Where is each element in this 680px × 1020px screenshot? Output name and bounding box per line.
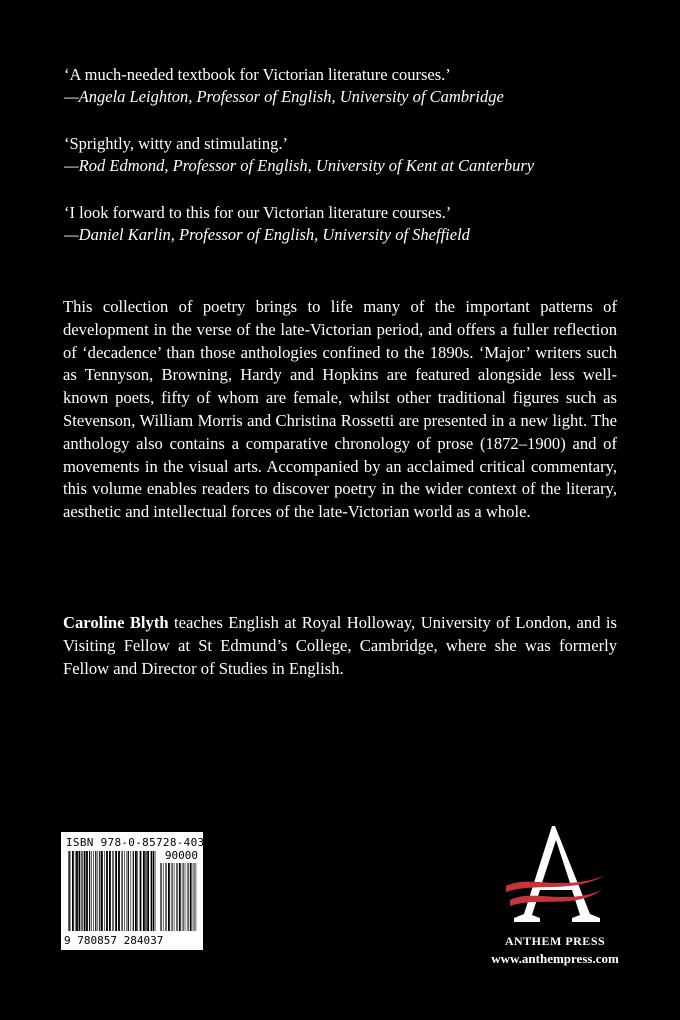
barcode-bar — [69, 851, 70, 931]
barcode-bar — [174, 863, 175, 931]
barcode-bar — [171, 863, 172, 931]
barcode-bar — [190, 863, 192, 931]
barcode-digits: 9 780857 284037 — [64, 934, 164, 947]
barcode-bar — [81, 851, 82, 931]
barcode-bar — [187, 863, 188, 931]
author-name: Caroline Blyth — [63, 613, 169, 632]
barcode-bar — [122, 851, 123, 931]
barcode-bar — [76, 851, 78, 931]
book-description — [63, 296, 617, 524]
barcode-bar — [147, 851, 149, 931]
barcode-bar — [98, 851, 99, 931]
barcode-bar — [140, 851, 142, 931]
barcode-bar — [168, 863, 170, 931]
barcode-bar — [163, 863, 164, 931]
barcode-bar — [161, 863, 162, 931]
barcode-bar — [135, 851, 137, 931]
barcode-bar — [104, 851, 105, 931]
author-bio — [63, 612, 617, 680]
barcode-bar — [155, 851, 156, 931]
barcode-bar — [160, 863, 161, 931]
barcode-bars — [68, 851, 156, 931]
endorsement-text: ‘A much-needed textbook for Victorian literature courses.’ — [64, 65, 451, 84]
barcode-bar — [86, 851, 88, 931]
barcode-bar — [145, 851, 146, 931]
barcode-bar — [194, 863, 195, 931]
endorsement-text: ‘I look forward to this for our Victorian literature courses.’ — [64, 203, 452, 222]
barcode-bar — [91, 851, 92, 931]
publisher-url: www.anthempress.com — [491, 951, 619, 966]
publisher-name: ANTHEM PRESS — [504, 934, 606, 948]
description-paragraph: This collection of poetry brings to life many of the important patterns of development in the verse of the late-Victorian period, and offers a fuller reflection of ‘decadence’ than those anthologies confined to the 1890s. ‘Major’ writers such as Tennyson, Browning, Hardy and Hopkins are featured alongside less well-known poets, fifty of whom are female, whilst other traditional figures such as Stevenson, William Morris and Christina Rossetti are presented in a new light. The anthology also contains a comparative chronology of prose (1872–1900) and of movements in the visual arts. Accompanied by an acclaimed critical commentary, this volume enables readers to discover poetry in the wider context of the literary, aesthetic and intellectual forces of the late-Victorian world as a whole. — [63, 297, 617, 522]
isbn-label: ISBN 978-0-85728-403-7 — [66, 836, 219, 849]
barcode-bar — [112, 851, 113, 931]
anthem-logo-icon — [500, 822, 610, 930]
isbn-barcode — [61, 832, 219, 950]
barcode-bar — [166, 863, 167, 931]
barcode-bar — [106, 851, 108, 931]
publisher-block — [470, 822, 640, 967]
endorsement-attribution: —Rod Edmond, Professor of English, University of Kent at Canterbury — [64, 156, 535, 175]
barcode-bar — [137, 851, 138, 931]
barcode-bar — [131, 851, 132, 931]
price-code: 90000 — [164, 849, 198, 862]
barcode-bar — [172, 863, 173, 931]
bio-text: teaches English at Royal Holloway, University of London, and is Visiting Fellow at St Edmund’s College, Cambridge, where she was formerly Fellow and Director of Studies in English. — [63, 613, 617, 678]
barcode-bar — [89, 851, 90, 931]
bio-paragraph — [63, 612, 617, 680]
endorsement-text: ‘Sprightly, witty and stimulating.’ — [64, 134, 288, 153]
barcode-bar — [176, 863, 177, 931]
barcode-bar — [182, 863, 183, 931]
barcode-bar — [75, 851, 76, 931]
barcode-bar — [115, 851, 117, 931]
endorsement — [64, 64, 644, 108]
barcode-bar — [165, 863, 166, 931]
barcode-bar — [133, 851, 134, 931]
barcode-bar — [68, 851, 69, 931]
barcode-bar — [109, 851, 111, 931]
endorsement-attribution: —Angela Leighton, Professor of English, University of Cambridge — [64, 87, 504, 106]
barcode-bar — [93, 851, 94, 931]
barcode-bar — [99, 851, 100, 931]
barcode-bar — [185, 863, 186, 931]
barcode-bar — [177, 863, 178, 931]
barcode-bar — [127, 851, 128, 931]
barcode-bar — [118, 851, 120, 931]
barcode-bar — [124, 851, 125, 931]
barcode-bar — [143, 851, 145, 931]
barcode-bar — [179, 863, 181, 931]
barcode-bar — [128, 851, 129, 931]
endorsement-attribution: —Daniel Karlin, Professor of English, University of Sheffield — [64, 225, 470, 244]
endorsement — [64, 133, 644, 177]
barcode-bar — [84, 851, 86, 931]
barcode-bar — [183, 863, 184, 931]
barcode-bar — [79, 851, 81, 931]
endorsement — [64, 202, 644, 246]
barcode-bar — [196, 863, 197, 931]
barcode-bar — [95, 851, 96, 931]
barcode-bar — [72, 851, 74, 931]
endorsements — [64, 64, 644, 271]
barcode-bar — [151, 851, 153, 931]
barcode-bar — [188, 863, 189, 931]
barcode-bar — [101, 851, 103, 931]
barcode-bar — [153, 851, 154, 931]
addon-barcode-bars — [160, 863, 198, 931]
barcode-bar — [193, 863, 194, 931]
